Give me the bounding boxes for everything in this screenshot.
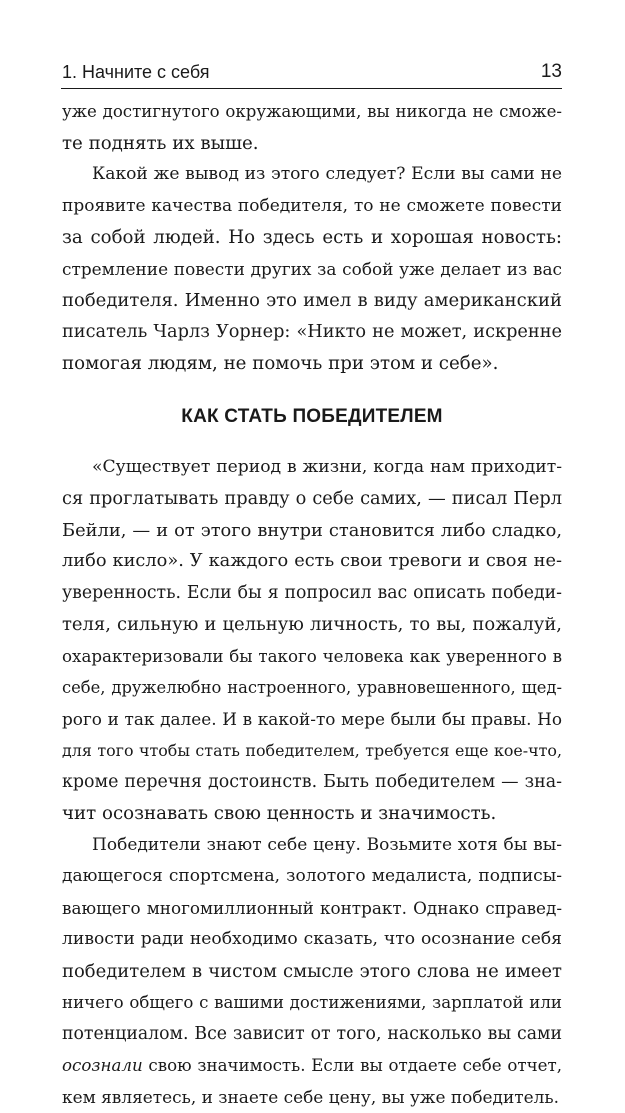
text-line: кроме перечня достоинств. Быть победителем — зна-: [62, 767, 562, 799]
running-header: [62, 58, 562, 86]
text-line: стремление повести других за собой уже делает из вас: [62, 254, 562, 286]
text-line: «Существует период в жизни, когда нам приходит-: [62, 452, 562, 484]
text-line: кем являетесь, и знаете себе цену, вы уже победитель.: [62, 1082, 562, 1113]
text-line: охарактеризовали бы такого человека как уверенного в: [62, 641, 562, 673]
section-heading: КАК СТАТЬ ПОБЕДИТЕЛЕМ: [62, 402, 562, 432]
text-line: победителя. Именно это имел в виду американский: [62, 285, 562, 317]
text-line: уже достигнутого окружающими, вы никогда не сможе-: [62, 96, 562, 128]
text-line: уверенность. Если бы я попросил вас описать победи-: [62, 578, 562, 610]
emphasized-word: осознали: [62, 1056, 143, 1075]
text-line: себе, дружелюбно настроенного, уравновешенного, щед-: [62, 672, 562, 704]
header-rule: [61, 88, 562, 89]
page-body: [62, 96, 562, 1113]
text-fragment: свою значимость. Если вы отдаете себе отчет,: [143, 1056, 562, 1075]
text-line: чит осознавать свою ценность и значимость.: [62, 798, 562, 830]
spacer: [62, 432, 562, 452]
text-line: проявите качества победителя, то не сможете повести: [62, 191, 562, 223]
text-line: рого и так далее. И в какой-то мере были бы правы. Но: [62, 704, 562, 736]
text-line: ся проглатывать правду о себе самих, — писал Перл: [62, 483, 562, 515]
text-line: вающего многомиллионный контракт. Однако справед-: [62, 893, 562, 925]
paragraph-1: [62, 96, 562, 159]
text-line: теля, сильную и цельную личность, то вы, пожалуй,: [62, 609, 562, 641]
chapter-title: 1. Начните с себя: [62, 58, 210, 86]
text-line: [62, 1050, 562, 1082]
text-line: за собой людей. Но здесь есть и хорошая новость:: [62, 222, 562, 254]
text-line: Победители знают себе цену. Возьмите хотя бы вы-: [62, 830, 562, 862]
text-line: Бейли, — и от этого внутри становится либо сладко,: [62, 515, 562, 547]
text-line: ничего общего с вашими достижениями, зарплатой или: [62, 987, 562, 1019]
text-line: победителем в чистом смысле этого слова не имеет: [62, 956, 562, 988]
text-line: либо кисло». У каждого есть свои тревоги и своя не-: [62, 546, 562, 578]
text-line: ливости ради необходимо сказать, что осознание себя: [62, 924, 562, 956]
paragraph-2: [62, 159, 562, 380]
text-line: для того чтобы стать победителем, требуется еще кое-что,: [62, 735, 562, 767]
paragraph-4: [62, 830, 562, 1113]
text-line: те поднять их выше.: [62, 128, 562, 160]
text-line: потенциалом. Все зависит от того, насколько вы сами: [62, 1019, 562, 1051]
text-line: писатель Чарлз Уорнер: «Никто не может, искренне: [62, 317, 562, 349]
text-line: Какой же вывод из этого следует? Если вы сами не: [62, 159, 562, 191]
text-line: дающегося спортсмена, золотого медалиста, подписы-: [62, 861, 562, 893]
spacer: [62, 380, 562, 402]
text-line: помогая людям, не помочь при этом и себе».: [62, 348, 562, 380]
paragraph-3: [62, 452, 562, 830]
page-number: 13: [541, 58, 562, 86]
